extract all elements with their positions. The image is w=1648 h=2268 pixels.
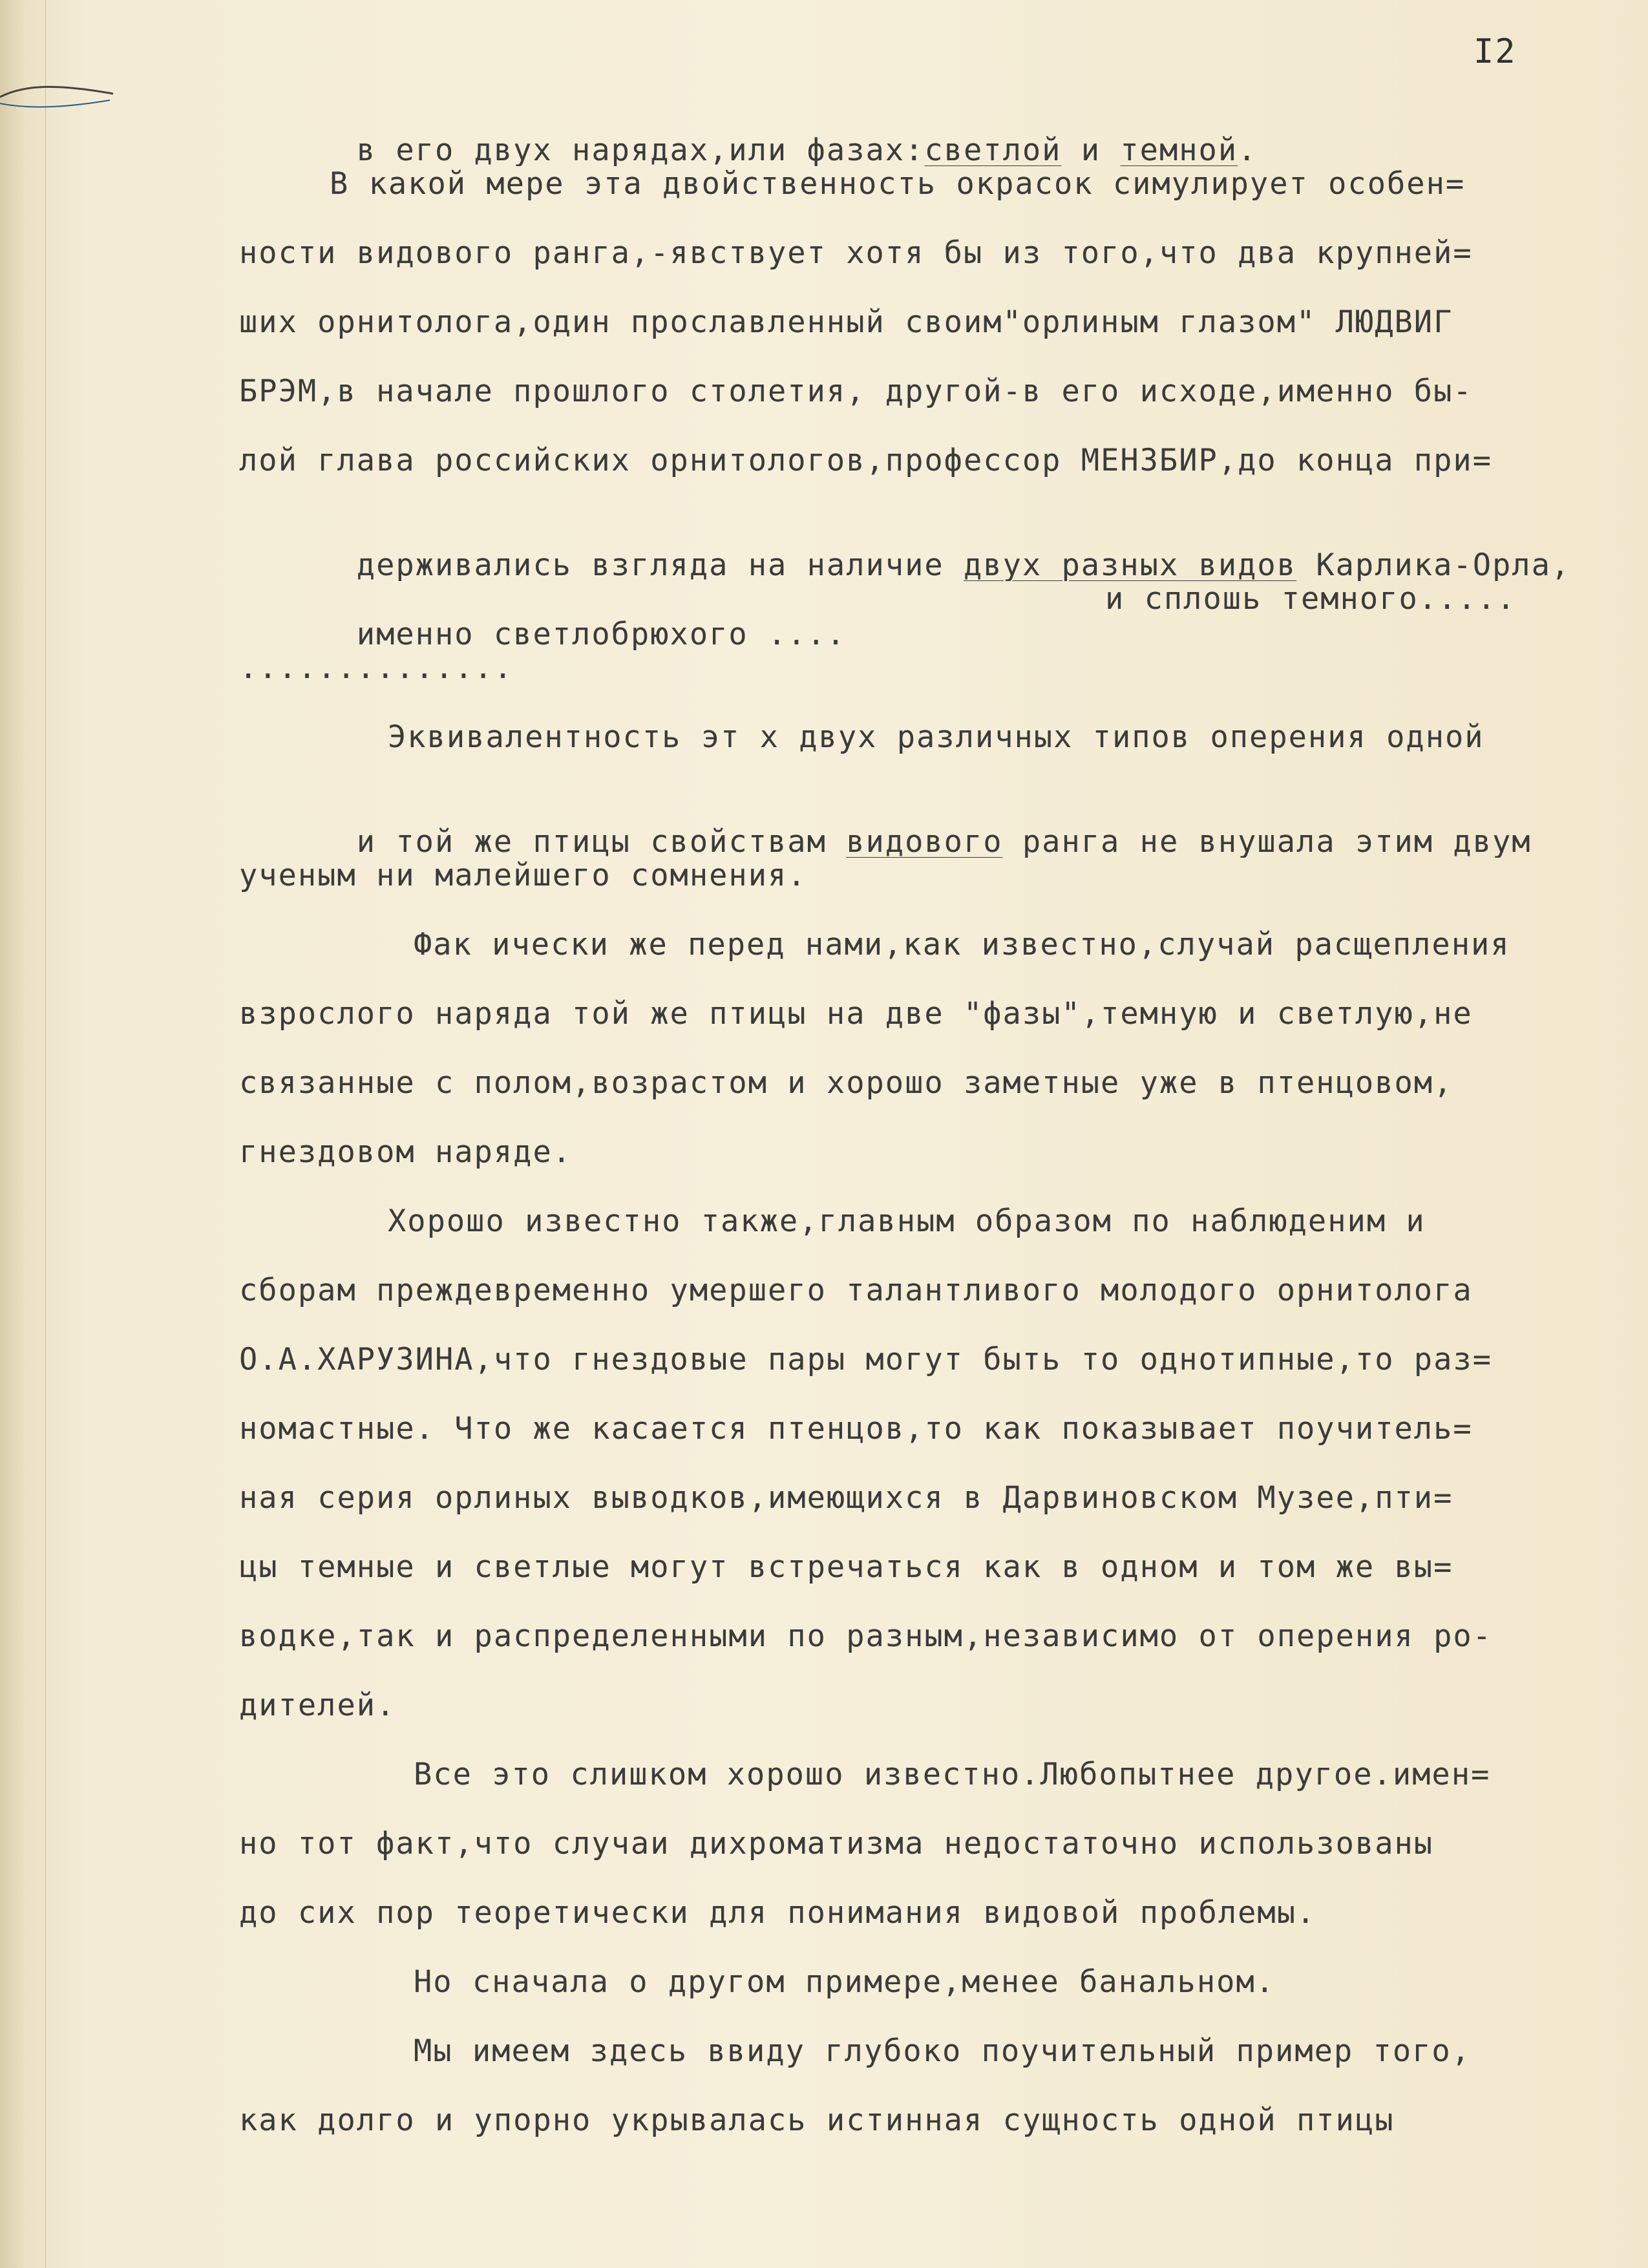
text-line: О.А.ХАРУЗИНА,что гнездовые пары могут быть то однотипные,то раз= [239,1342,1492,1377]
text-line: Фак ически же перед нами,как известно,случай расщепления [414,927,1510,962]
text-line: именно светлобрюхого .... и сплошь темного..... [356,581,1517,650]
text-line: дителей. [239,1688,396,1723]
text-line: лой глава российских орнитологов,профессор МЕНЗБИР,до конца при= [239,443,1492,478]
text-line: Но сначала о другом примере,менее банальном. [414,1964,1276,2000]
text-line: цы темные и светлые могут встречаться как в одном и том же вы= [239,1549,1453,1585]
text-line: Эквивалентность эт х двух различных типов оперения одной [388,719,1484,755]
text-line: взрослого наряда той же птицы на две "фазы",темную и светлую,не [239,996,1473,1032]
typewritten-text [239,97,1590,2172]
underlined-word: видового [846,824,1003,858]
text-line: ученым ни малейшего сомнения. [239,858,807,893]
text-line: ная серия орлиных выводков,имеющихся в Дарвиновском Музее,пти= [239,1480,1453,1516]
text-line: ности видового ранга,-явствует хотя бы из того,что два крупней= [239,235,1473,271]
text-line: Мы имеем здесь ввиду глубоко поучительный пример того, [414,2033,1472,2069]
text-line: в его двух нарядах,или фазах:светлой и темной. [239,97,1590,166]
text-line: до сих пор теоретически для понимания видовой проблемы. [239,1895,1316,1931]
text-line: держивались взгляда на наличие двух разных видов Карлика-Орла, [239,512,1590,581]
page-number: I2 [1474,32,1517,71]
text-line: и той же птицы свойствам видового ранга не внушала этим двум [239,789,1590,858]
text-line: .............. [239,650,514,686]
text-line: Все это слишком хорошо известно.Любопытнее другое.имен= [414,1757,1491,1792]
text-line: гнездовом наряде. [239,1134,573,1170]
underlined-word: темной [1120,132,1238,166]
text-line: но тот факт,что случаи дихроматизма недостаточно использованы [239,1826,1434,1861]
underlined-phrase: двух разных видов [963,547,1297,581]
text-line: сборам преждевременно умершего талантливого молодого орнитолога [239,1273,1473,1308]
text-line: водке,так и распределенными по разным,независимо от оперения ро- [239,1618,1492,1654]
text-line: БРЭМ,в начале прошлого столетия, другой-в его исходе,именно бы- [239,374,1473,409]
text-line: В какой мере эта двойственность окрасок симулирует особен= [330,166,1466,202]
text-line: Хорошо известно также,главным образом по наблюденим и [388,1203,1426,1239]
binding-thread-icon [0,78,116,116]
text-line: связанные с полом,возрастом и хорошо заметные уже в птенцовом, [239,1065,1453,1101]
text-line: ших орнитолога,один прославленный своим"орлиным глазом" ЛЮДВИГ [239,304,1453,340]
text-line: номастные. Что же касается птенцов,то как показывает поучитель= [239,1411,1473,1447]
page-binding-edge [0,0,46,2268]
text-line: как долго и упорно укрывалась истинная сущность одной птицы [239,2103,1395,2138]
underlined-word: светлой [924,132,1062,166]
